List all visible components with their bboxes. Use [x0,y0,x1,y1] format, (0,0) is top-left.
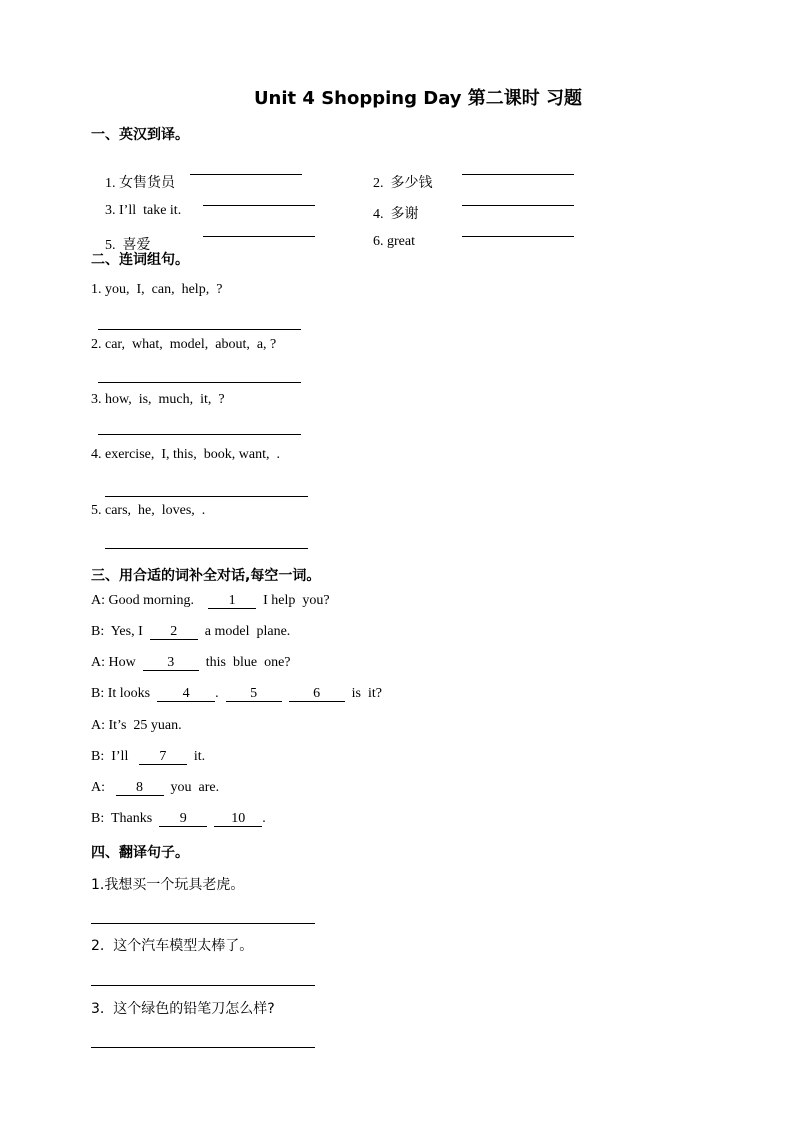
answer-line-6[interactable] [462,236,574,237]
s2-answer-line-5[interactable] [105,548,308,549]
answer-line-4[interactable] [462,205,574,206]
s1-item-4-text: 多谢 [390,206,419,222]
dialog-line-5: A: It’s 25 yuan. [91,718,182,733]
section-1-heading: 一、英汉到译。 [91,127,189,143]
dialog-line-6: B: I’ll 7 it. [91,749,206,764]
answer-line-5[interactable] [203,236,315,237]
s4-item-1: 1.我想买一个玩具老虎。 [91,877,245,893]
s2-item-5: 5. cars, he, loves, . [91,503,206,518]
s4-answer-line-1[interactable] [91,923,315,924]
dialog-line-1: A: Good morning. 1 I help you? [91,593,330,608]
s1-item-2-text: 多少钱 [390,175,433,191]
s4-item-2: 2. 这个汽车模型太棒了。 [91,938,254,954]
dialog-blank-6[interactable]: 6 [289,687,345,702]
dialog-blank-7[interactable]: 7 [139,750,187,765]
answer-line-2[interactable] [462,174,574,175]
dialog-blank-1[interactable]: 1 [208,594,256,609]
s2-item-2: 2. car, what, model, about, a, ? [91,337,277,352]
dialog-line-4: B: It looks 4 . 5 6 is it? [91,686,382,701]
dialog-blank-5[interactable]: 5 [226,687,282,702]
answer-line-3[interactable] [203,205,315,206]
dialog-blank-4[interactable]: 4 [157,687,215,702]
s1-item-5: 5. 喜爱 [105,237,151,253]
dialog-line-7: A: 8 you are. [91,780,220,795]
s4-answer-line-2[interactable] [91,985,315,986]
section-2-heading: 二、连词组句。 [91,252,189,268]
s4-item-3: 3. 这个绿色的铅笔刀怎么样? [91,1001,275,1017]
s2-item-3: 3. how, is, much, it, ? [91,392,225,407]
page-title: Unit 4 Shopping Day 第二课时 习题 [253,88,583,109]
s2-answer-line-1[interactable] [98,329,301,330]
dialog-line-2: B: Yes, I 2 a model plane. [91,624,291,639]
s2-item-4: 4. exercise, I, this, book, want, . [91,447,280,462]
dialog-blank-9[interactable]: 9 [159,812,207,827]
dialog-line-3: A: How 3 this blue one? [91,655,291,670]
section-4-heading: 四、翻译句子。 [91,845,189,861]
s1-item-1: 1. 女售货员 [105,175,175,191]
s1-item-3-text: I’ll take it. [119,203,182,218]
dialog-line-8: B: Thanks 9 10 . [91,811,266,826]
s4-answer-line-3[interactable] [91,1047,315,1048]
section-3-heading: 三、用合适的词补全对话,每空一词。 [91,568,321,584]
s1-item-6-text: great [387,234,415,249]
s1-item-5-text: 喜爱 [122,237,151,253]
s2-answer-line-3[interactable] [98,434,301,435]
dialog-blank-3[interactable]: 3 [143,656,199,671]
dialog-blank-2[interactable]: 2 [150,625,198,640]
s1-item-1-text: 女售货员 [119,175,175,191]
s2-item-1: 1. you, I, can, help, ? [91,282,223,297]
dialog-blank-8[interactable]: 8 [116,781,164,796]
s2-answer-line-4[interactable] [105,496,308,497]
s2-answer-line-2[interactable] [98,382,301,383]
answer-line-1[interactable] [190,174,302,175]
s1-item-2: 2. 多少钱 [373,175,433,191]
s1-item-4: 4. 多谢 [373,206,419,222]
s1-item-3: 3. I’ll take it. [105,203,182,218]
dialog-blank-10[interactable]: 10 [214,812,262,827]
s1-item-6: 6. great [373,234,415,249]
